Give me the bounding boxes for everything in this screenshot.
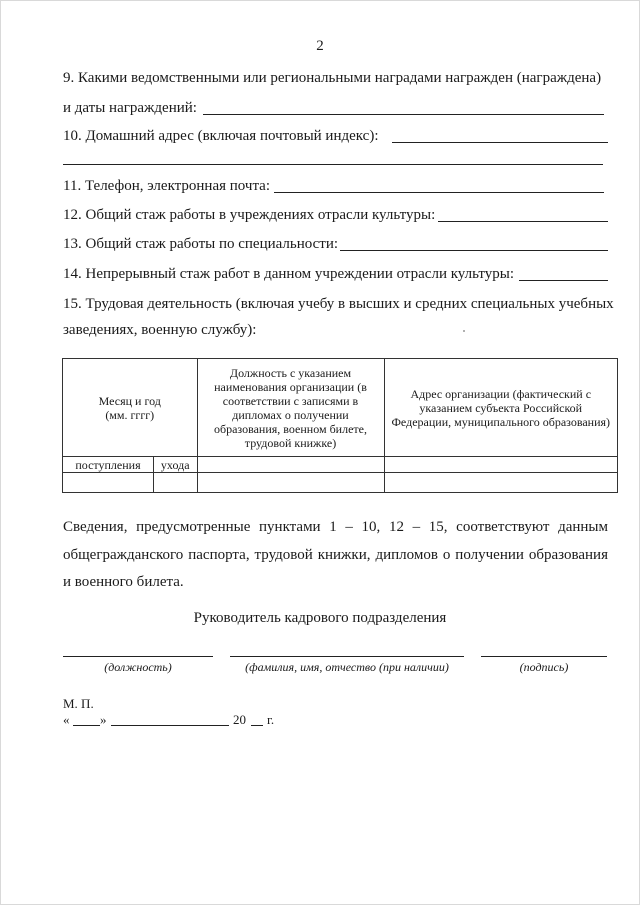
table-cell-empty[interactable] xyxy=(384,457,618,473)
date-open-quote: « xyxy=(63,712,70,727)
table-cell-empty[interactable] xyxy=(154,473,198,493)
header-position: Должность с указанием наименования организации (в соответствии с записями в дипломах о получении образования, военном билете, трудовой книжке) xyxy=(197,359,384,457)
question-14: 14. Непрерывный стаж работ в данном учреждении отрасли культуры: xyxy=(63,266,514,282)
question-11: 11. Телефон, электронная почта: xyxy=(63,178,271,194)
verification-statement: Сведения, предусмотренные пунктами 1 – 10, 12 – 15, соответствуют данным общегражданского паспорта, трудовой книжки, дипломов о получении образования и военного билета. xyxy=(63,519,608,590)
signature-title: Руководитель кадрового подразделения xyxy=(193,610,447,626)
caption-signature: (подпись) xyxy=(519,660,569,674)
table-cell-empty[interactable] xyxy=(384,473,618,493)
month-line[interactable] xyxy=(111,725,229,726)
table-row xyxy=(63,473,618,493)
answer-line-12[interactable] xyxy=(438,221,608,222)
name-line[interactable] xyxy=(230,656,464,657)
table-cell-empty[interactable] xyxy=(197,473,384,493)
question-12: 12. Общий стаж работы в учреждениях отрасли культуры: xyxy=(63,207,436,223)
table-cell-empty[interactable] xyxy=(63,473,154,493)
day-line[interactable] xyxy=(73,725,100,726)
question-15-line2: заведениях, военную службу): xyxy=(63,322,257,338)
question-13: 13. Общий стаж работы по специальности: xyxy=(63,236,339,252)
header-month-year: Месяц и год (мм. гггг) xyxy=(63,359,198,457)
subheader-end: ухода xyxy=(154,457,198,473)
answer-line-10[interactable] xyxy=(392,142,608,143)
signature-line[interactable] xyxy=(481,656,607,657)
answer-line-10b[interactable] xyxy=(63,164,603,165)
table-cell-empty[interactable] xyxy=(197,457,384,473)
position-line[interactable] xyxy=(63,656,213,657)
scan-speck xyxy=(463,330,465,332)
page-number: 2 xyxy=(316,38,324,54)
subheader-start: поступления xyxy=(63,457,154,473)
question-15-line1: 15. Трудовая деятельность (включая учебу в высших и средних специальных учебных xyxy=(63,296,614,312)
date-close-quote: » xyxy=(100,712,107,727)
year-line[interactable] xyxy=(251,725,263,726)
stamp-place: М. П. xyxy=(63,696,94,711)
year-prefix: 20 xyxy=(233,712,246,727)
answer-line-13[interactable] xyxy=(340,250,608,251)
question-10: 10. Домашний адрес (включая почтовый индекс): xyxy=(63,128,379,144)
answer-line-9[interactable] xyxy=(203,114,604,115)
answer-line-11[interactable] xyxy=(274,192,604,193)
employment-table xyxy=(62,358,618,493)
question-9-line1: 9. Какими ведомственными или региональными наградами награжден (награждена) xyxy=(63,70,602,86)
caption-name: (фамилия, имя, отчество (при наличии) xyxy=(245,660,449,674)
caption-position: (должность) xyxy=(104,660,172,674)
question-9-line2: и даты награждений: xyxy=(63,100,197,116)
header-address: Адрес организации (фактический с указанием субъекта Российской Федерации, муниципального образования) xyxy=(384,359,618,457)
answer-line-14[interactable] xyxy=(519,280,608,281)
year-suffix: г. xyxy=(267,712,275,727)
